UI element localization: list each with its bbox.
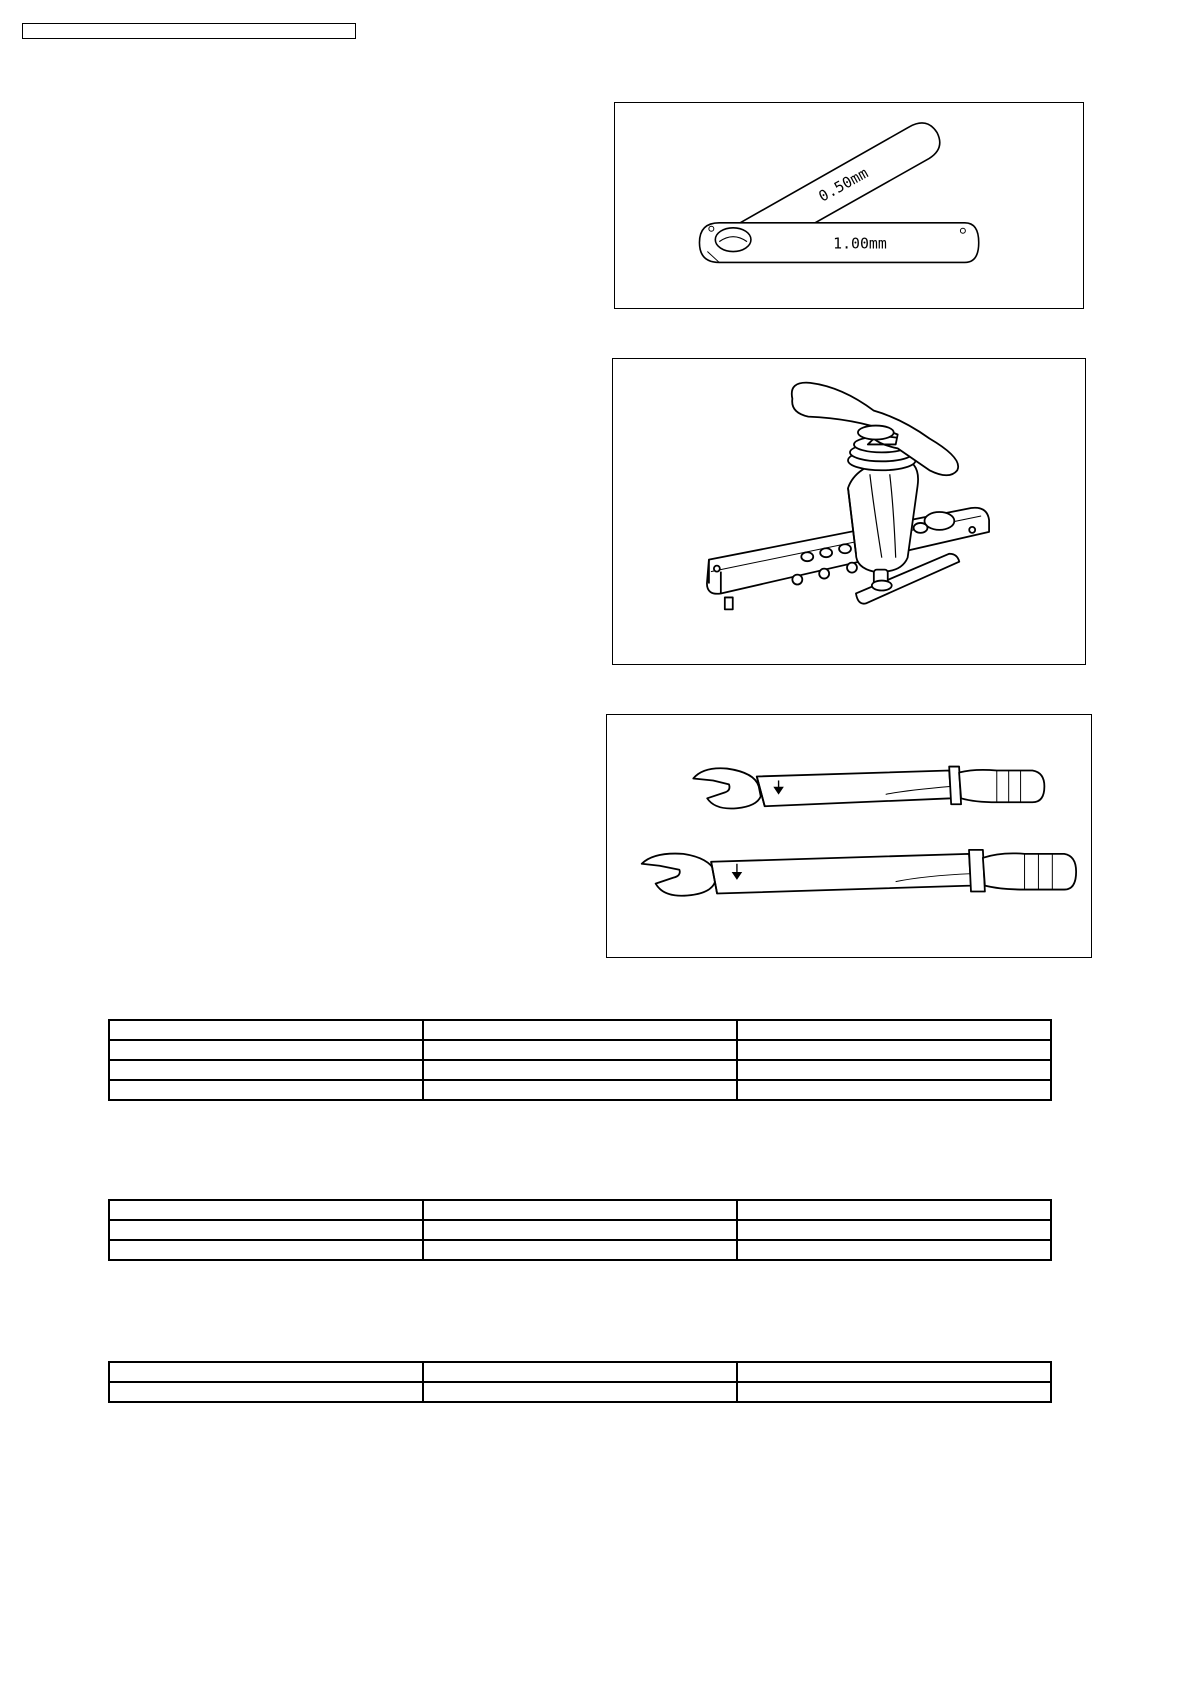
- table-cell: [737, 1080, 1051, 1100]
- blade-thin-label: 0.50mm: [815, 163, 872, 206]
- table-cell: [109, 1080, 423, 1100]
- feeler-gauge-icon: [615, 103, 1083, 308]
- table-cell: [423, 1080, 737, 1100]
- table-row: [109, 1220, 1051, 1240]
- table-cell: [737, 1240, 1051, 1260]
- table-row: [109, 1060, 1051, 1080]
- table-cell: [423, 1240, 737, 1260]
- table-cell: [737, 1382, 1051, 1402]
- table-cell: [423, 1382, 737, 1402]
- torque-wrench-icon: [607, 715, 1091, 957]
- table-cell: [109, 1382, 423, 1402]
- table-row: [109, 1382, 1051, 1402]
- table-2: [108, 1199, 1052, 1261]
- table-cell: [423, 1020, 737, 1040]
- table-row: [109, 1200, 1051, 1220]
- table-1: [108, 1019, 1052, 1101]
- table-cell: [737, 1362, 1051, 1382]
- table-row: [109, 1040, 1051, 1060]
- feeler-gauge-figure: [614, 102, 1084, 309]
- table-cell: [109, 1020, 423, 1040]
- table-cell: [423, 1200, 737, 1220]
- table-row: [109, 1020, 1051, 1040]
- table-cell: [109, 1220, 423, 1240]
- table-cell: [737, 1200, 1051, 1220]
- table-cell: [423, 1060, 737, 1080]
- table-cell: [109, 1200, 423, 1220]
- table-cell: [109, 1060, 423, 1080]
- table-cell: [423, 1220, 737, 1240]
- flaring-tool-icon: [613, 359, 1085, 664]
- table-cell: [737, 1040, 1051, 1060]
- blade-thick-label: 1.00mm: [833, 234, 887, 253]
- table-cell: [737, 1020, 1051, 1040]
- table-cell: [737, 1220, 1051, 1240]
- table-row: [109, 1362, 1051, 1382]
- table-cell: [109, 1040, 423, 1060]
- table-cell: [737, 1060, 1051, 1080]
- flaring-tool-figure: [612, 358, 1086, 665]
- table-cell: [109, 1362, 423, 1382]
- table-3: [108, 1361, 1052, 1403]
- table-row: [109, 1240, 1051, 1260]
- table-row: [109, 1080, 1051, 1100]
- torque-wrench-figure: [606, 714, 1092, 958]
- table-cell: [109, 1240, 423, 1260]
- header-title-box: [22, 23, 356, 39]
- table-cell: [423, 1040, 737, 1060]
- table-cell: [423, 1362, 737, 1382]
